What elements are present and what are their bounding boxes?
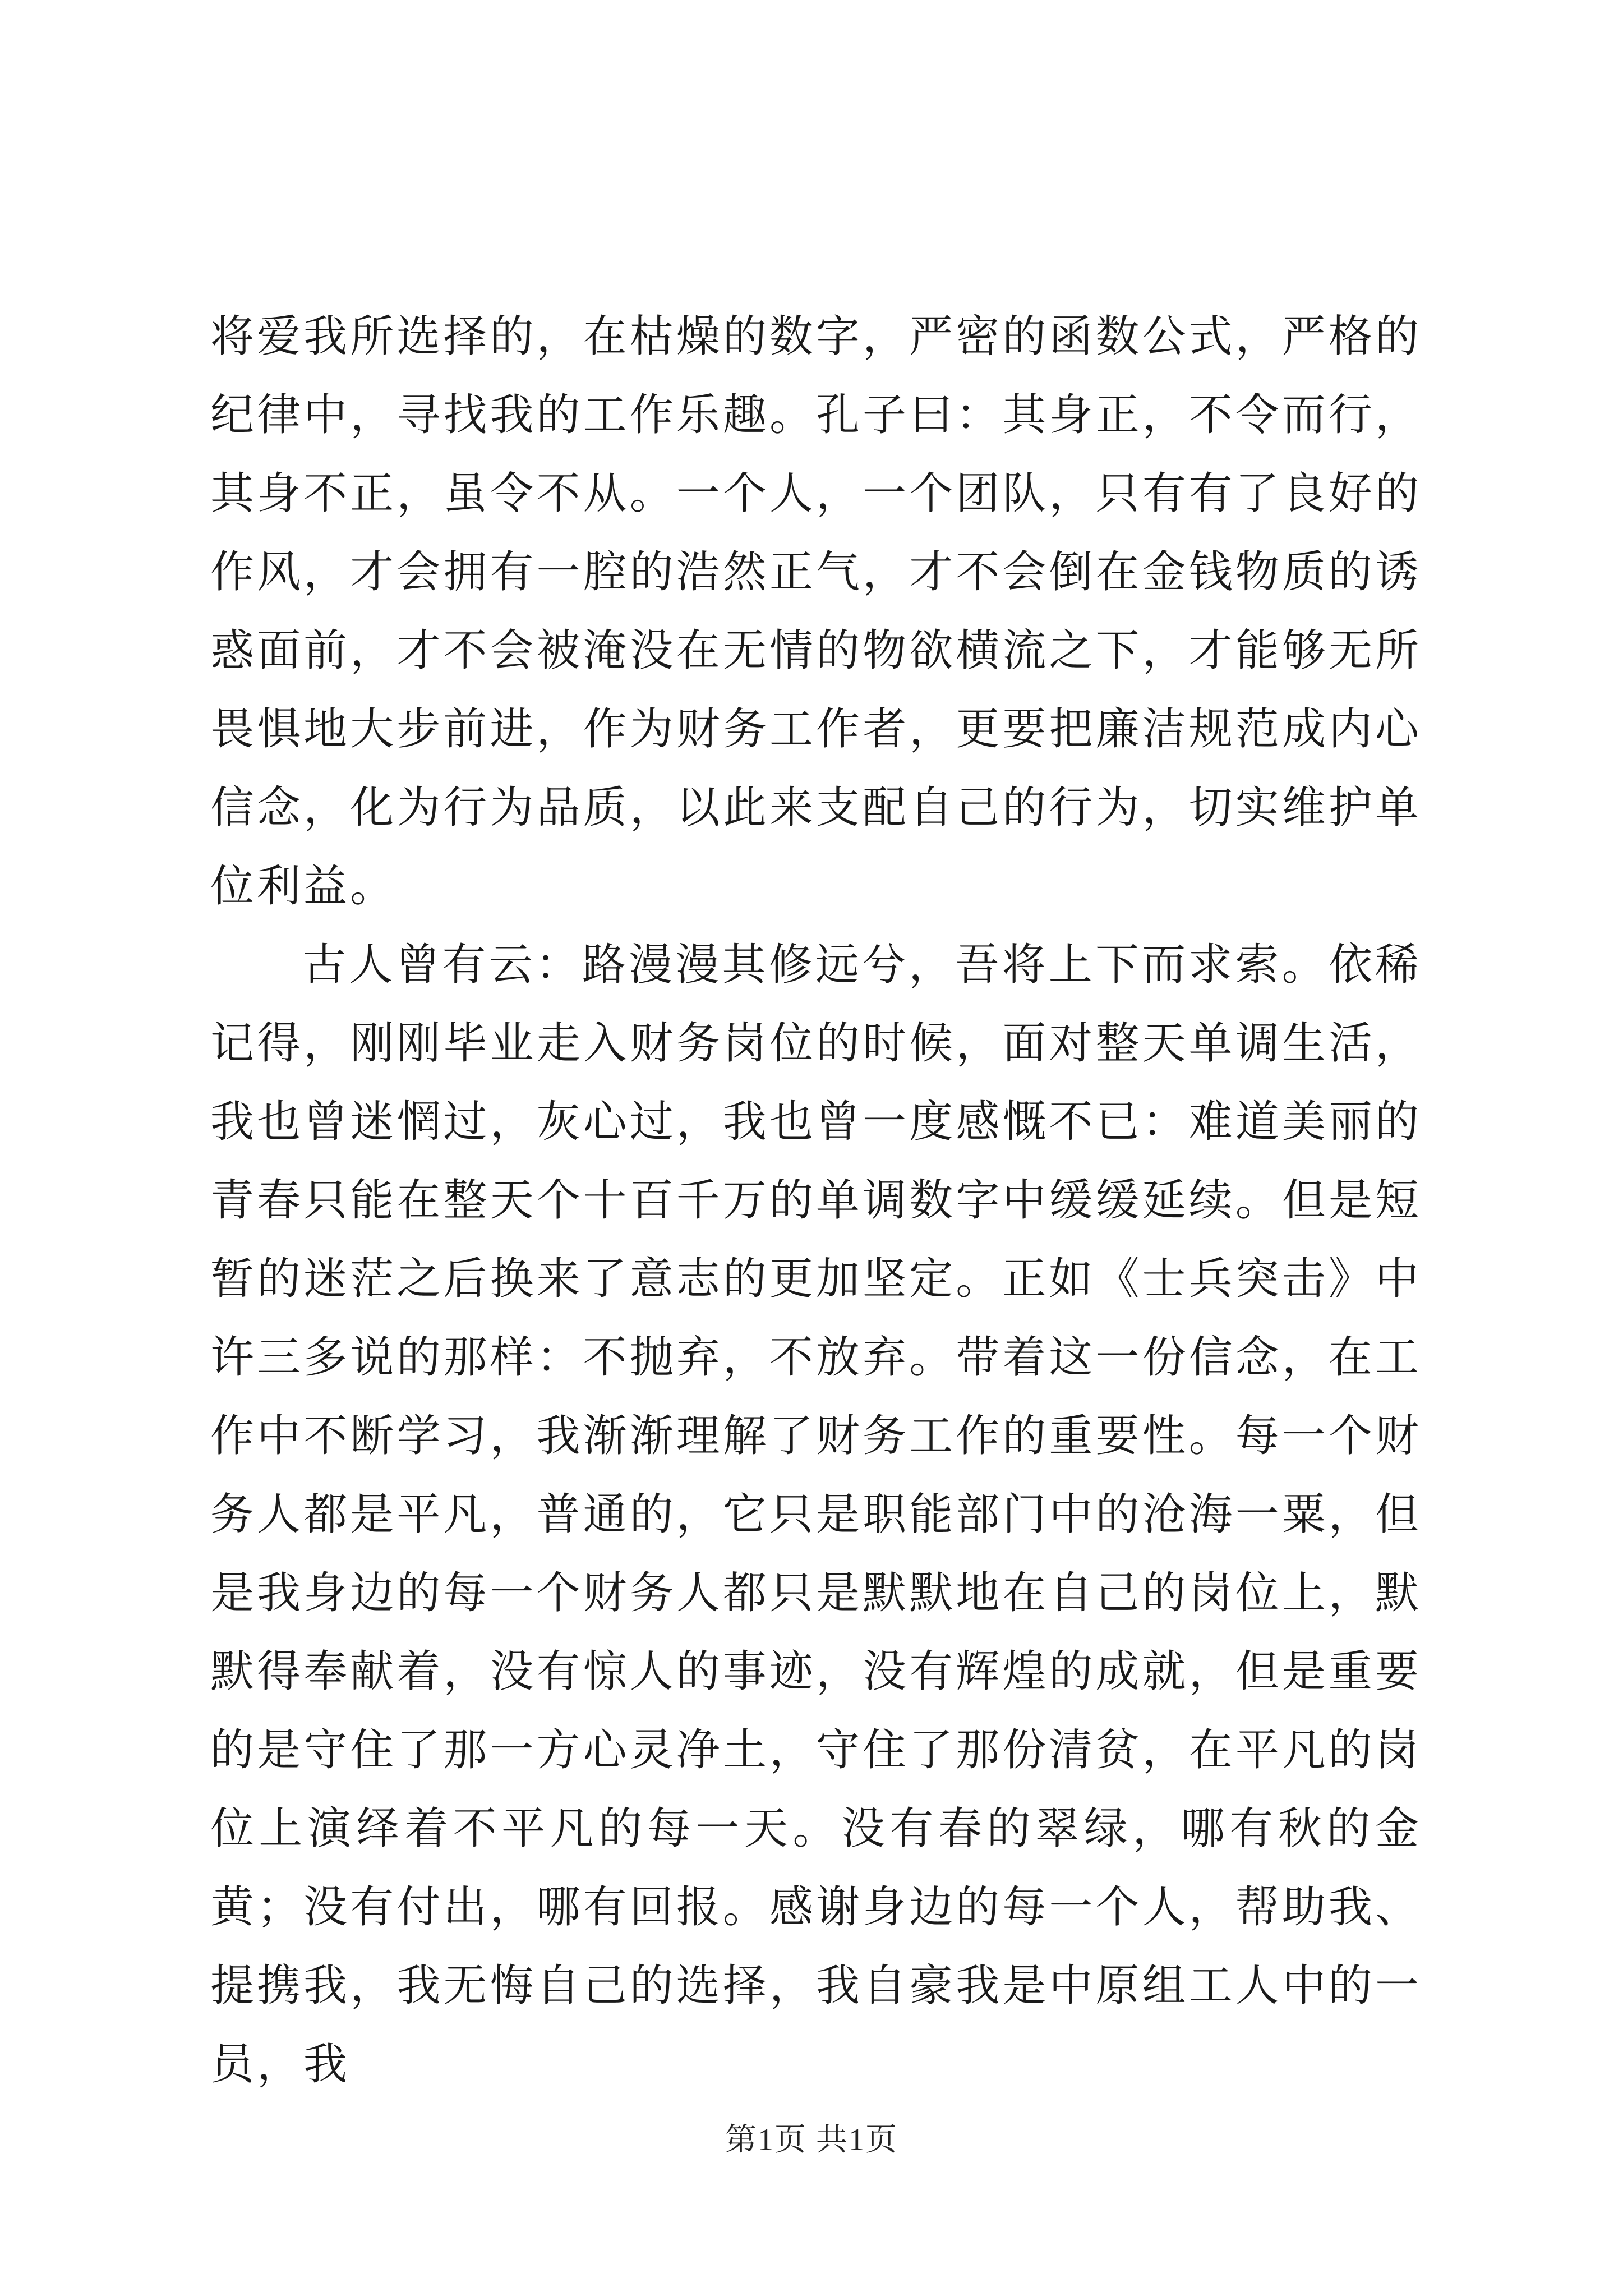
page-number-footer: 第1页 共1页: [725, 2123, 898, 2157]
paragraph-2: 古人曾有云：路漫漫其修远兮，吾将上下而求索。依稀记得，刚刚毕业走入财务岗位的时候，面对整天单调生活，我也曾迷惘过，灰心过，我也曾一度感慨不已：难道美丽的青春只能在整天个十百千万的单调数字中缓缓延续。但是短暂的迷茫之后换来了意志的更加坚定。正如《士兵突击》中许三多说的那样：不抛弃，不放弃。带着这一份信念，在工作中不断学习，我渐渐理解了财务工作的重要性。每一个财务人都是平凡，普通的，它只是职能部门中的沧海一粟，但是我身边的每一个财务人都只是默默地在自己的岗位上，默默得奉献着，没有惊人的事迹，没有辉煌的成就，但是重要的是守住了那一方心灵净土，守住了那份清贫，在平凡的岗位上演绎着不平凡的每一天。没有春的翠绿，哪有秋的金黄；没有付出，哪有回报。感谢身边的每一个人，帮助我、提携我，我无悔自己的选择，我自豪我是中原组工人中的一员，我: [210, 940, 1422, 2090]
document-body: [210, 297, 1422, 2104]
paragraph-1: 将爱我所选择的，在枯燥的数字，严密的函数公式，严格的纪律中，寻找我的工作乐趣。孔子曰：其身正，不令而行，其身不正，虽令不从。一个人，一个团队，只有有了良好的作风，才会拥有一腔的浩然正气，才不会倒在金钱物质的诱惑面前，才不会被淹没在无情的物欲横流之下，才能够无所畏惧地大步前进，作为财务工作者，更要把廉洁规范成内心信念，化为行为品质，以此来支配自己的行为，切实维护单位利益。: [210, 311, 1422, 912]
